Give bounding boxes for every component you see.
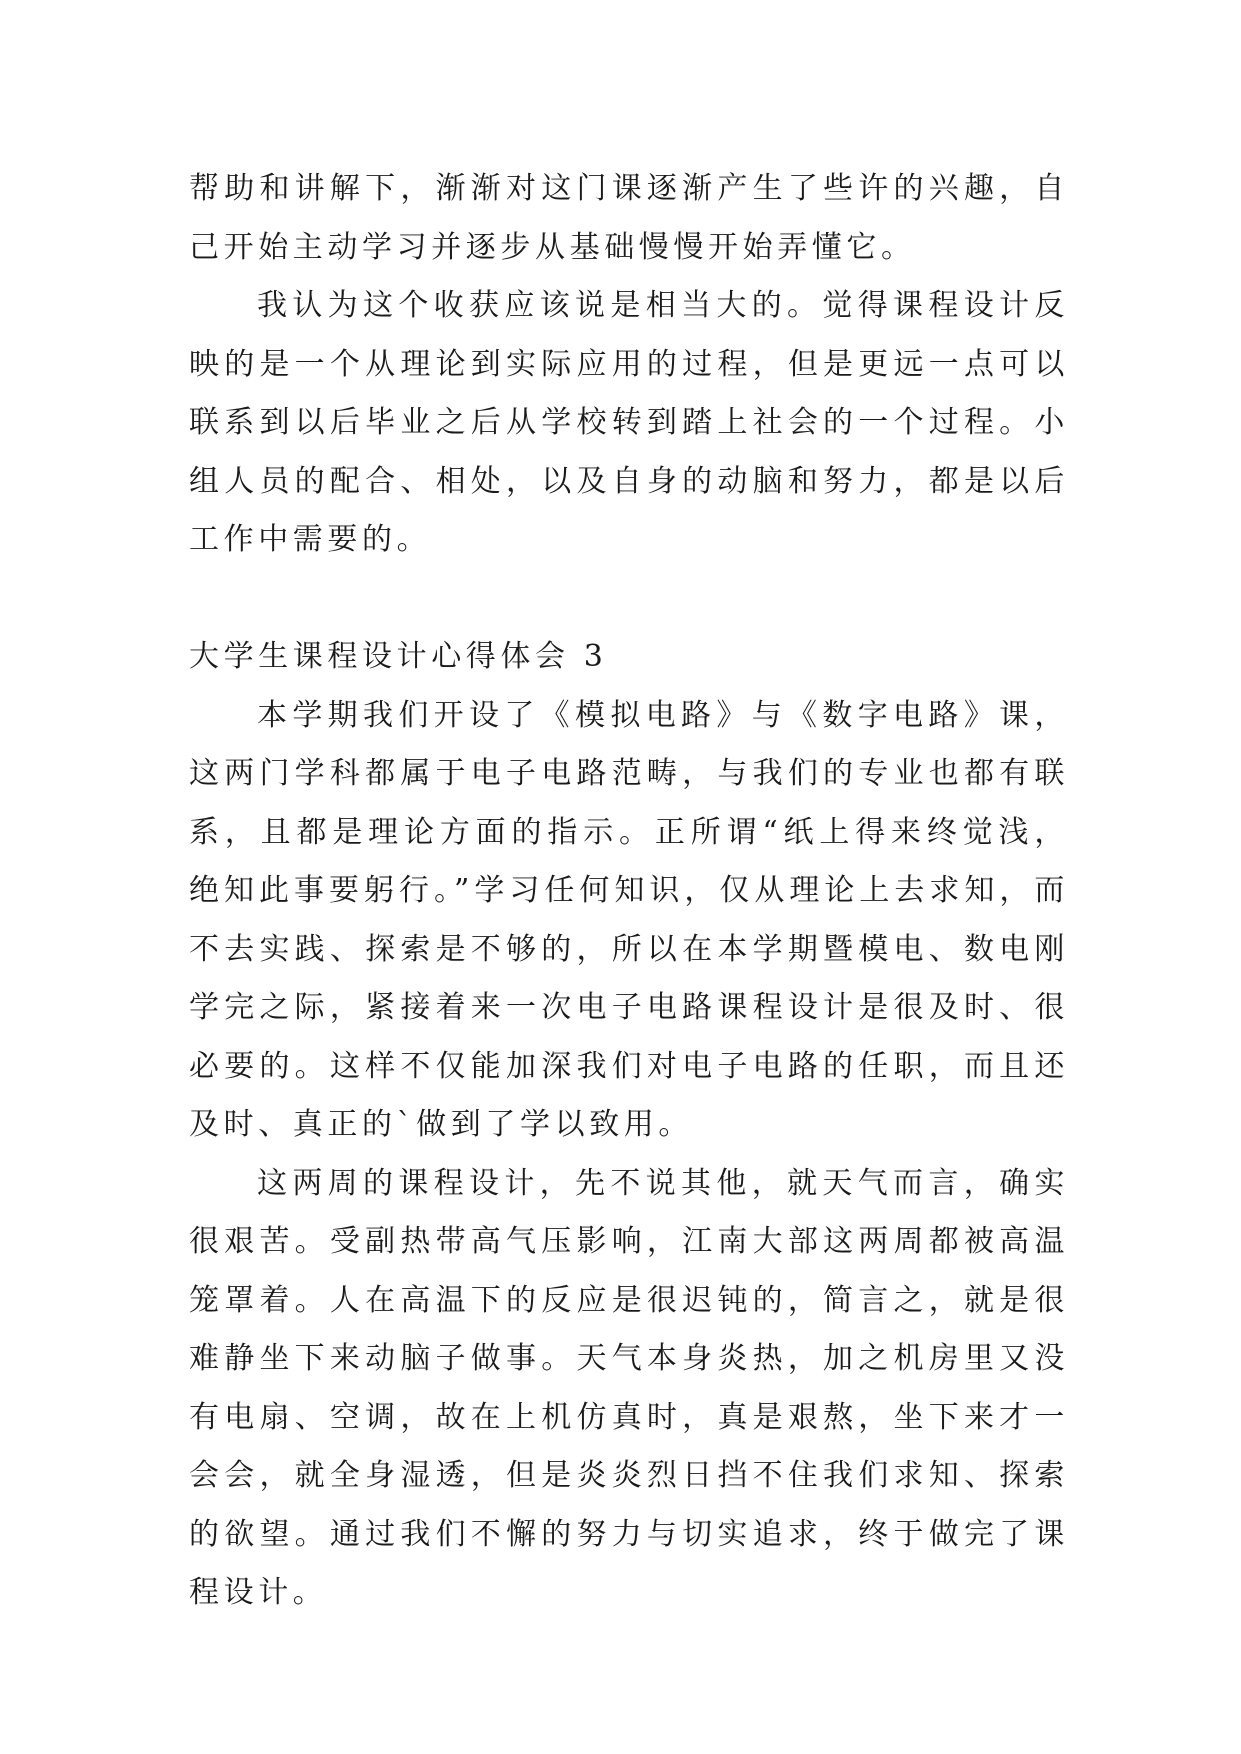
section-title: 大学生课程设计心得体会 3 bbox=[189, 639, 608, 674]
paragraph-2: 我认为这个收获应该说是相当大的。觉得课程设计反映的是一个从理论到实际应用的过程，但是更远一点可以联系到以后毕业之后从学校转到踏上社会的一个过程。小组人员的配合、相处，以及自身的动脑和努力，都是以后工作中需要的。 bbox=[189, 288, 1069, 557]
document-body bbox=[189, 160, 1069, 1623]
paragraph-4: 这两周的课程设计，先不说其他，就天气而言，确实很艰苦。受副热带高气压影响，江南大部这两周都被高温笼罩着。人在高温下的反应是很迟钝的，简言之，就是很难静坐下来动脑子做事。天气本身炎热，加之机房里又没有电扇、空调，故在上机仿真时，真是艰熬，坐下来才一会会，就全身湿透，但是炎炎烈日挡不住我们求知、探索的欲望。通过我们不懈的努力与切实追求，终于做完了课程设计。 bbox=[189, 1165, 1069, 1610]
paragraph-1: 帮助和讲解下，渐渐对这门课逐渐产生了些许的兴趣，自己开始主动学习并逐步从基础慢慢开始弄懂它。 bbox=[189, 171, 1069, 265]
paragraph-3: 本学期我们开设了《模拟电路》与《数字电路》课，这两门学科都属于电子电路范畴，与我们的专业也都有联系，且都是理论方面的指示。正所谓“纸上得来终觉浅，绝知此事要躬行。”学习任何知识，仅从理论上去求知，而不去实践、探索是不够的，所以在本学期暨模电、数电刚学完之际，紧接着来一次电子电路课程设计是很及时、很必要的。这样不仅能加深我们对电子电路的任职，而且还及时、真正的`做到了学以致用。 bbox=[189, 697, 1069, 1142]
blank-line bbox=[189, 570, 1069, 629]
